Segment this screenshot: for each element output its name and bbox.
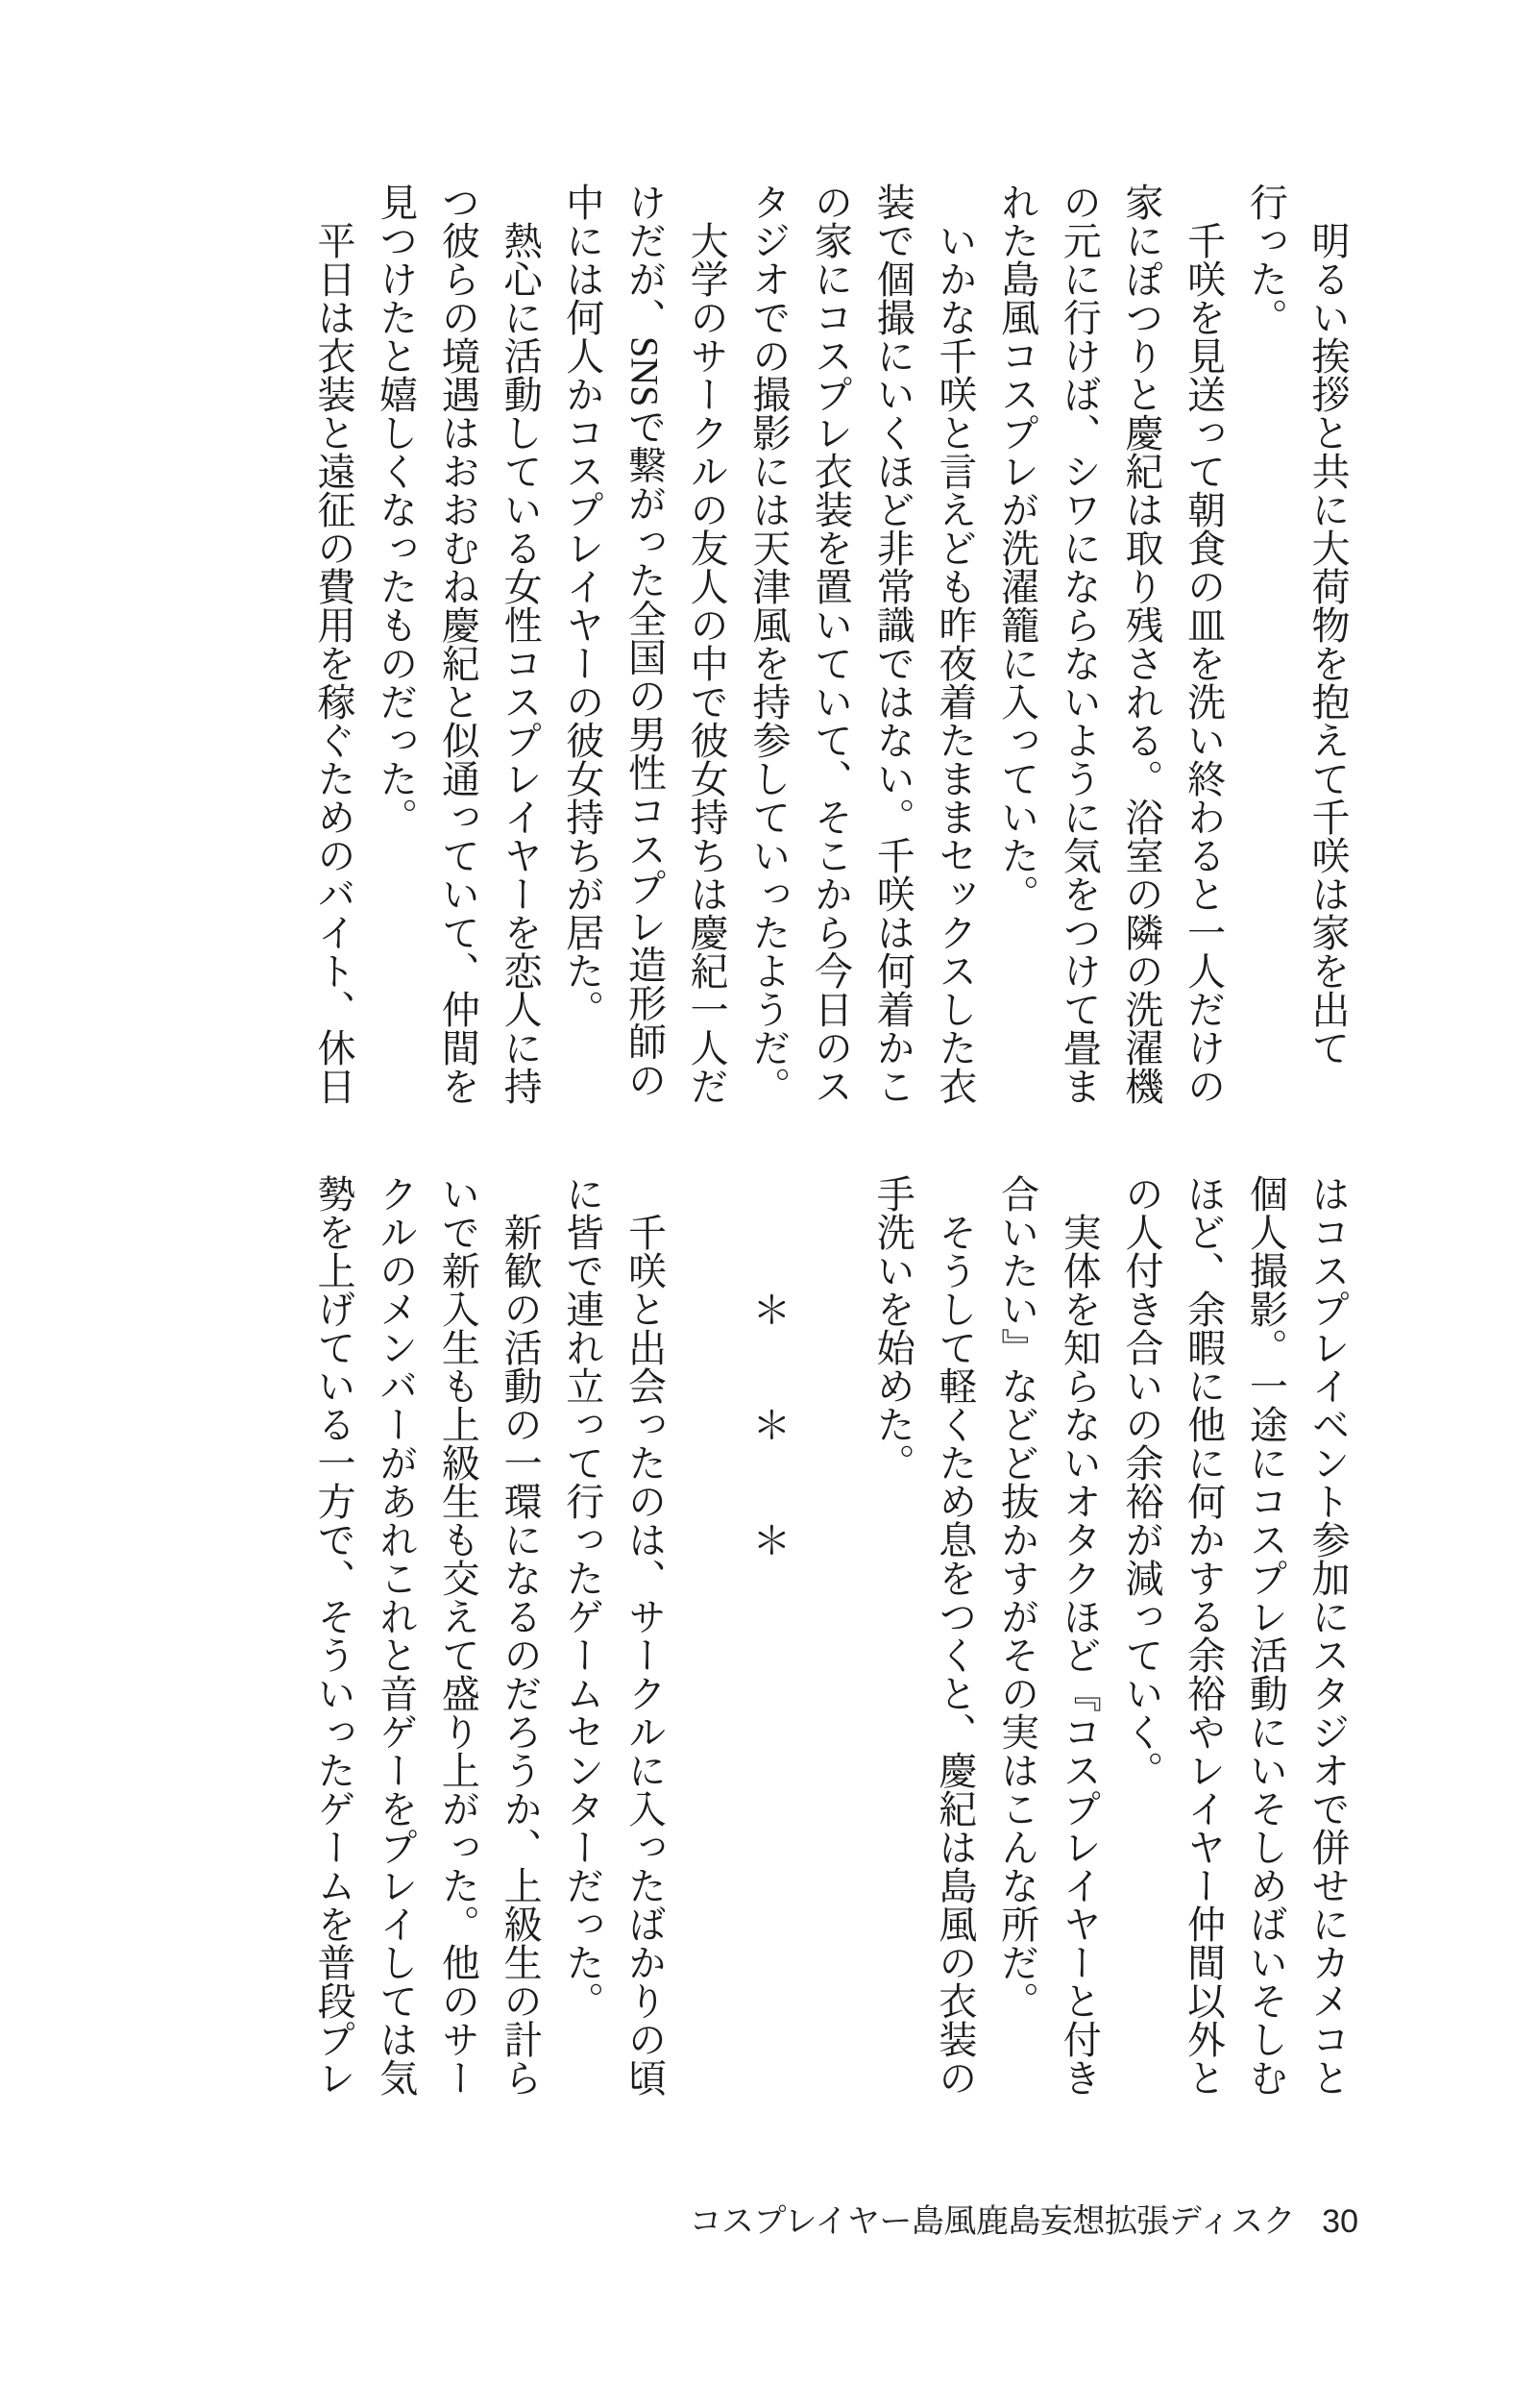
text-column: そうして軽くため息をつくと、慶紀は島風の衣装の bbox=[933, 1174, 977, 2097]
text-column: 千咲を見送って朝食の皿を洗い終わると一人だけの bbox=[1182, 183, 1226, 1105]
text-column: の家にコスプレ衣装を置いていて、そこから今日のス bbox=[809, 183, 853, 1105]
text-column: 見つけたと嬉しくなったものだった。 bbox=[374, 183, 418, 836]
text-column: に皆で連れ立って行ったゲームセンターだった。 bbox=[560, 1174, 604, 2020]
text-column: つ彼らの境遇はおおむね慶紀と似通っていて、仲間を bbox=[436, 183, 480, 1105]
text-column: れた島風コスプレが洗濯籠に入っていた。 bbox=[995, 183, 1039, 913]
text-column: 大学のサークルの友人の中で彼女持ちは慶紀一人だ bbox=[685, 183, 729, 1105]
text-column: 明るい挨拶と共に大荷物を抱えて千咲は家を出て bbox=[1306, 183, 1350, 1067]
text-column: 勢を上げている一方で、そういったゲームを普段プレ bbox=[312, 1174, 355, 2097]
page-number: 30 bbox=[1322, 2203, 1358, 2240]
text-column: いかな千咲と言えども昨夜着たままセックスした衣 bbox=[933, 183, 977, 1105]
text-column: 熱心に活動している女性コスプレイヤーを恋人に持 bbox=[499, 183, 543, 1105]
text-column: 中には何人かコスプレイヤーの彼女持ちが居た。 bbox=[560, 183, 604, 1028]
text-column: けだが、SNSで繋がった全国の男性コスプレ造形師の bbox=[622, 183, 667, 1099]
text-column: 平日は衣装と遠征の費用を稼ぐためのバイト、休日 bbox=[312, 183, 355, 1105]
page-footer bbox=[689, 2195, 1358, 2242]
text-column: 新歓の活動の一環になるのだろうか、上級生の計ら bbox=[499, 1174, 543, 2097]
text-column: クルのメンバーがあれこれと音ゲーをプレイしては気 bbox=[374, 1174, 418, 2097]
footer-title: コスプレイヤー島風鹿島妄想拡張ディスク bbox=[689, 2203, 1296, 2240]
text-column: 家にぽつりと慶紀は取り残される。浴室の隣の洗濯機 bbox=[1119, 183, 1163, 1105]
text-column: 装で個撮にいくほど非常識ではない。千咲は何着かこ bbox=[871, 183, 915, 1105]
text-column: 個人撮影。一途にコスプレ活動にいそしめばいそしむ bbox=[1244, 1174, 1288, 2097]
text-column: いで新入生も上級生も交えて盛り上がった。他のサー bbox=[436, 1174, 480, 2097]
text-column: 合いたい』などど抜かすがその実はこんな所だ。 bbox=[995, 1174, 1039, 2020]
lower-text-block bbox=[302, 1174, 1358, 2099]
empty-column bbox=[799, 1174, 862, 2099]
text-column: 手洗いを始めた。 bbox=[871, 1174, 915, 1482]
text-column: の元に行けば、シワにならないように気をつけて畳ま bbox=[1058, 183, 1102, 1105]
text-column: の人付き合いの余裕が減っていく。 bbox=[1119, 1174, 1163, 1789]
text-column: 千咲と出会ったのは、サークルに入ったばかりの頃 bbox=[622, 1174, 667, 2097]
text-column: タジオでの撮影には天津風を持参していったようだ。 bbox=[746, 183, 791, 1105]
text-column: 実体を知らないオタクほど『コスプレイヤーと付き bbox=[1058, 1174, 1102, 2097]
text-column: 行った。 bbox=[1244, 183, 1288, 336]
upper-text-block bbox=[302, 183, 1358, 1107]
empty-column bbox=[674, 1174, 737, 2099]
text-column: ほど、余暇に他に何かする余裕やレイヤー仲間以外と bbox=[1182, 1174, 1226, 2097]
text-column: はコスプレイベント参加にスタジオで併せにカメコと bbox=[1306, 1174, 1350, 2097]
section-separator: ＊ ＊ ＊ bbox=[746, 1174, 791, 1559]
